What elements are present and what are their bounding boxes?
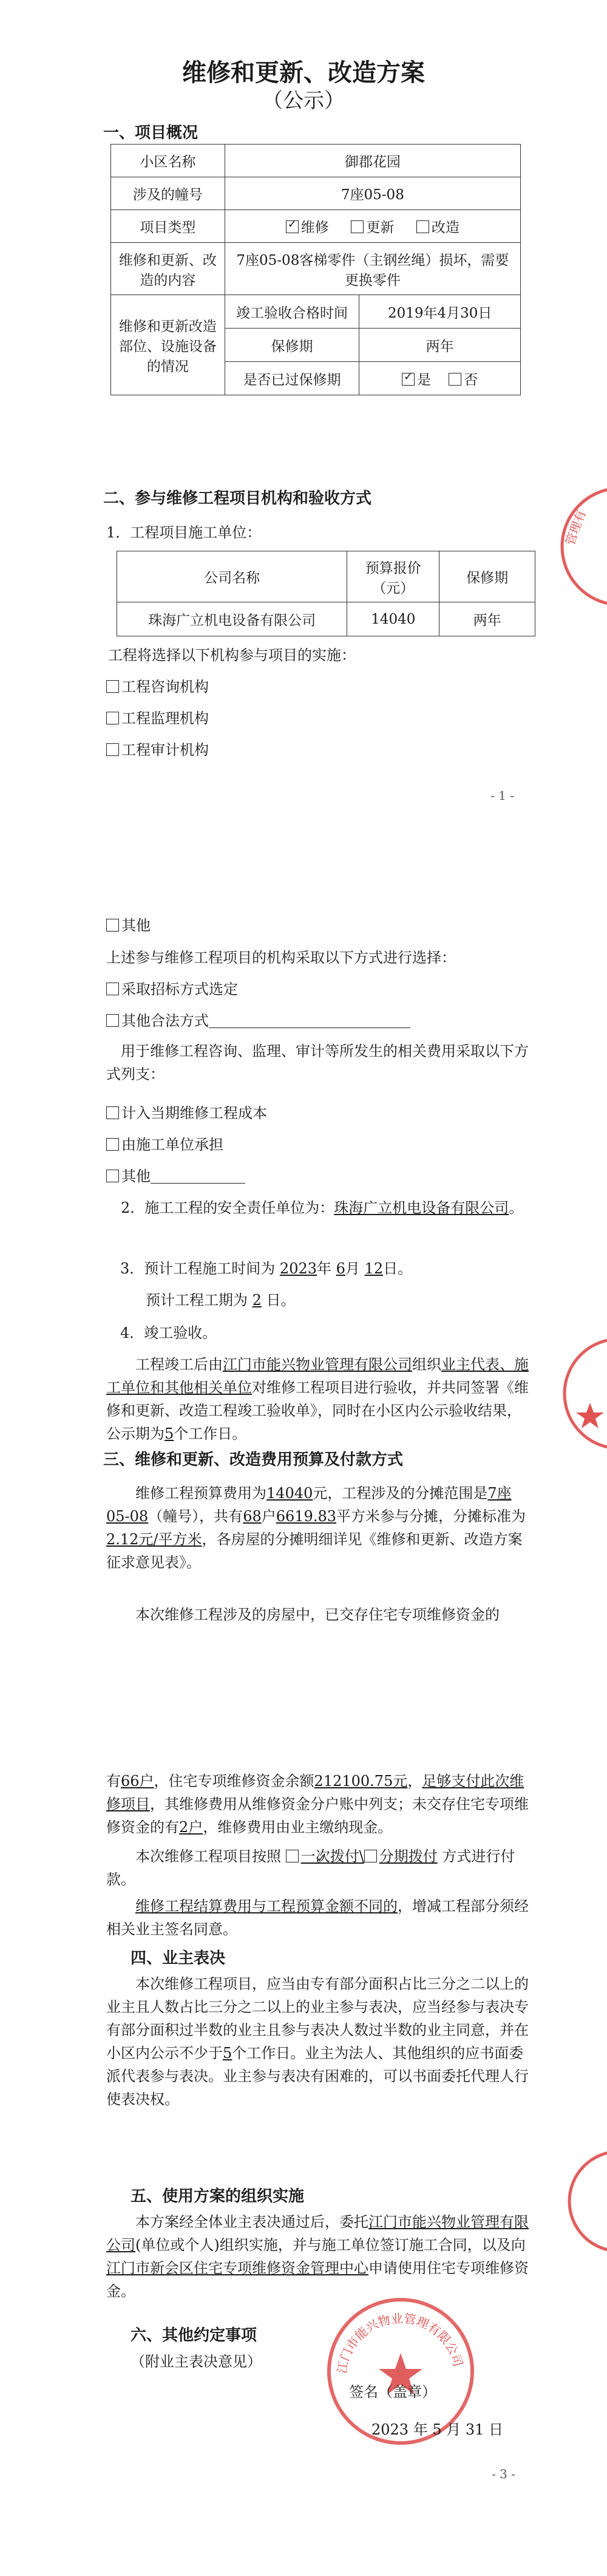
- fund-d: ，: [407, 1773, 422, 1790]
- contractor-table: [117, 551, 535, 636]
- impl-c: 申请使用住宅专项维修资金。: [106, 2260, 529, 2300]
- expired-label: 是否已过保修期: [225, 362, 359, 395]
- org-item: [106, 675, 209, 698]
- fee-item: [106, 1133, 223, 1156]
- warranty-value: 两年: [359, 329, 521, 362]
- safety-line: [106, 1196, 531, 1219]
- checkbox-icon[interactable]: [364, 1850, 377, 1862]
- period-pre: 预计工程工期为: [146, 1292, 248, 1309]
- budget-b: 元，工程涉及的分摊范围是: [313, 1485, 488, 1502]
- other-label: 其他: [121, 917, 151, 934]
- pay-a: 本次维修工程项目按照: [135, 1848, 281, 1865]
- col-company: 公司名称: [117, 551, 347, 602]
- method-other: 其他合法方式: [121, 1012, 209, 1029]
- section-6-heading: 六、其他约定事项: [131, 2326, 257, 2345]
- accept-b: 组织: [412, 1356, 441, 1373]
- org-supervision: 工程监理机构: [121, 710, 209, 727]
- pay-paragraph: [106, 1845, 531, 1891]
- expired-yes: 是: [417, 372, 432, 388]
- content-value: 7座05-08客梯零件（主钢丝绳）损坏，需要更换零件: [225, 243, 520, 295]
- page-3: [0, 1731, 607, 2576]
- expired-options: [359, 362, 521, 395]
- col-budget: 预算报价（元）: [347, 551, 439, 602]
- budget-d: 户: [261, 1508, 276, 1525]
- fund-paragraph: [106, 1770, 531, 1839]
- vote-days: 5: [223, 2045, 232, 2062]
- plan-day-unit: 日。: [383, 1260, 413, 1277]
- unit-intro: 1．工程项目施工单位：: [106, 524, 262, 541]
- checkbox-icon[interactable]: [106, 1106, 119, 1119]
- section-1-heading: 一、项目概况: [103, 124, 198, 142]
- checkbox-icon[interactable]: [106, 983, 119, 995]
- impl-org: 江门市能兴物业管理有限公司: [106, 2213, 529, 2254]
- budget-f: ，各房屋的分摊明细详见《维修和更新、改造方案征求意见表》。: [106, 1531, 523, 1571]
- pay-installments: 分期拨付: [379, 1848, 438, 1865]
- plan-year: 2023: [279, 1260, 317, 1277]
- accept-title: 4．竣工验收。: [120, 1324, 217, 1341]
- pay-options: ✓ 一次拨付\ 分期拨付: [286, 1848, 438, 1865]
- plan-day: 12: [364, 1260, 384, 1277]
- cell-warranty: 两年: [439, 602, 535, 636]
- type-options: [225, 210, 520, 243]
- content-label: 维修和更新、改造的内容: [111, 243, 225, 295]
- pay-once: 一次拨付: [300, 1848, 359, 1865]
- vote-paragraph: [106, 1972, 531, 2111]
- seal-text: 江门市能兴物业管理有限公司: [334, 2311, 466, 2375]
- fund-households: 66户: [121, 1773, 154, 1790]
- checkbox-icon[interactable]: [402, 373, 415, 386]
- settle-a: 维修工程结算费用与工程预算金额不同的: [135, 1898, 398, 1915]
- period-unit: 日。: [266, 1292, 296, 1309]
- budget-value: 14040: [266, 1485, 313, 1502]
- cell-company: 珠海广立机电设备有限公司: [117, 602, 347, 636]
- accept-parties: 业主代表、施工单位和其他相关单位: [106, 1356, 529, 1396]
- checkbox-icon[interactable]: [416, 220, 429, 233]
- budget-a: 维修工程预算费用为: [135, 1485, 266, 1502]
- col-warranty: 保修期: [439, 551, 535, 602]
- settle-paragraph: [106, 1895, 531, 1941]
- impl-b: (单位或个人)组织实施，并与施工单位签订施工合同，以及向: [135, 2237, 526, 2254]
- org-item: [106, 738, 209, 762]
- settle-b: ，增减工程部分须经相关业主签名同意。: [106, 1898, 529, 1938]
- vote-b: 个工作日。业主为法人、其他组织的应书面委派代表参与表决。业主参与表决有困难的，可以书面委托代理人行使表决权。: [106, 2045, 529, 2108]
- project-overview-table: [110, 144, 521, 395]
- safety-pre: 2．施工工程的安全责任单位为：: [121, 1199, 334, 1216]
- choose-intro: 上述参与维修工程项目的机构采取以下方式进行选择：: [106, 949, 456, 966]
- fund-unpaid: 2户: [179, 1819, 203, 1836]
- fund-e: ，其维修费用从维修资金分户账中列支；未交存住宅专项维修资金的有: [106, 1796, 529, 1836]
- method-item: [106, 1009, 410, 1032]
- checkbox-icon[interactable]: [106, 1170, 119, 1182]
- checkbox-icon[interactable]: [449, 373, 461, 386]
- other-option: [106, 914, 151, 937]
- accept-value: 2019年4月30日: [359, 295, 521, 329]
- section-6-note: （附业主表决意见）: [131, 2353, 262, 2370]
- type-opt-repair: 维修: [300, 220, 329, 236]
- seal-stamp-partial: [557, 486, 607, 607]
- section-5-heading: 五、使用方案的组织实施: [131, 2187, 305, 2206]
- area-value: 御郡花园: [225, 145, 520, 177]
- fee-item: [106, 1102, 267, 1125]
- scope-label: 维修和更新改造部位、设施设备的情况: [111, 295, 225, 395]
- fund-enough: 足够支付此次维修项目: [106, 1773, 524, 1813]
- section-3-heading: 三、维修和更新、改造费用预算及付款方式: [103, 1451, 404, 1469]
- type-opt-reform: 改造: [431, 220, 459, 236]
- page-number: - 3 -: [492, 2467, 515, 2481]
- checkbox-icon[interactable]: [286, 1850, 299, 1862]
- blank-line[interactable]: [151, 1167, 245, 1184]
- checkbox-icon[interactable]: [106, 743, 119, 756]
- seal-stamp-partial: [558, 2150, 607, 2253]
- impl-a: 本方案经全体业主表决通过后，委托: [135, 2213, 368, 2230]
- safety-unit: 珠海广立机电设备有限公司: [334, 1199, 509, 1216]
- budget-e: 平方米参与分摊，分摊标准为: [336, 1508, 526, 1525]
- document-title: 维修和更新、改造方案: [182, 58, 425, 87]
- fund-f: ，维修费用由业主缴纳现金。: [203, 1819, 393, 1836]
- accept-org: 江门市能兴物业管理有限公司: [223, 1356, 412, 1373]
- fee-item: [106, 1165, 245, 1188]
- accept-a: 工程竣工后由: [135, 1356, 223, 1373]
- checkbox-icon[interactable]: [351, 220, 364, 233]
- accept-days: 5: [164, 1425, 174, 1442]
- checkbox-icon[interactable]: [106, 712, 119, 724]
- org-audit: 工程审计机构: [121, 741, 209, 758]
- plan-month-unit: 月: [345, 1260, 360, 1277]
- budget-area: 6619.83: [276, 1508, 336, 1525]
- fund-c: ，住宅专项维修资金余额: [154, 1773, 314, 1790]
- budget-std: 2.12元/平方米: [106, 1531, 202, 1548]
- seal-partial-text: 管理有: [562, 508, 589, 548]
- checkbox-icon[interactable]: [106, 1138, 119, 1151]
- select-intro: 工程将选择以下机构参与项目的实施：: [108, 647, 356, 664]
- accept-label: 竣工验收合格时间: [225, 295, 359, 329]
- accept-paragraph: [106, 1353, 531, 1445]
- impl-center: 江门市新会区住宅专项维修资金管理中心: [106, 2260, 368, 2277]
- checkbox-icon[interactable]: [286, 220, 299, 233]
- checkbox-icon[interactable]: [106, 1014, 119, 1027]
- plan-line: [120, 1257, 412, 1280]
- vote-a: 本次维修工程项目，应当由专有部分面积占比三分之二以上的业主且人数占比三分之二以上的业主参与表决，应当经参与表决专有部分面积过半数的业主且参与表决人数过半数的业主同意，并在小区内公示不少于: [106, 1975, 529, 2062]
- org-consult: 工程咨询机构: [121, 678, 209, 695]
- org-item: [106, 707, 209, 730]
- method-bid: 采取招标方式选定: [121, 981, 238, 998]
- seal-stamp-partial: [552, 1336, 607, 1451]
- budget-c: （幢号），共有: [148, 1508, 243, 1525]
- fee-opt-other: 其他: [121, 1168, 151, 1185]
- budget-households: 68: [243, 1508, 262, 1525]
- expired-no: 否: [464, 372, 478, 388]
- type-label: 项目类型: [111, 210, 225, 243]
- fee-opt-cost: 计入当期维修工程成本: [121, 1105, 267, 1122]
- sign-date: 2023 年 5 月 31 日: [371, 2421, 504, 2438]
- checkbox-icon[interactable]: [106, 919, 119, 932]
- fund-paragraph-start: 本次维修工程涉及的房屋中，已交存住宅专项维修资金的: [135, 1606, 500, 1623]
- fund-balance: 212100.75元: [314, 1773, 408, 1790]
- cell-budget: 14040: [347, 602, 439, 636]
- period-value: 2: [252, 1292, 262, 1309]
- plan-pre: 3．预计工程施工时间为: [120, 1260, 276, 1277]
- checkbox-icon[interactable]: [106, 680, 119, 693]
- fund-b: 有: [106, 1773, 121, 1790]
- impl-paragraph: [106, 2210, 531, 2303]
- method-item: [106, 978, 238, 1001]
- signature-label: 签名（盖章）: [349, 2383, 436, 2401]
- pay-b: 方式进行付款。: [106, 1848, 515, 1888]
- section-2-heading: 二、参与维修工程项目机构和验收方式: [103, 489, 372, 508]
- safety-post: 。: [509, 1199, 524, 1216]
- budget-paragraph: [106, 1482, 531, 1574]
- type-opt-update: 更新: [366, 220, 395, 236]
- building-value: 7座05-08: [225, 177, 520, 210]
- budget-scope: 7座05-08: [106, 1485, 512, 1525]
- period-line: [146, 1289, 296, 1312]
- building-label: 涉及的幢号: [111, 177, 225, 210]
- section-4-heading: 四、业主表决: [131, 1949, 226, 1968]
- area-label: 小区名称: [111, 145, 225, 177]
- accept-c: 对维修工程项目进行验收，并共同签署《维修和更新、改造工程竣工验收单》，同时在小区内公示验收结果，公示期为: [106, 1379, 529, 1442]
- document-subtitle: （公示）: [262, 89, 345, 113]
- page-number: - 1 -: [490, 788, 514, 803]
- warranty-label: 保修期: [225, 329, 359, 362]
- accept-d: 个工作日。: [174, 1425, 247, 1442]
- blank-line[interactable]: [209, 1012, 410, 1028]
- fee-opt-contractor: 由施工单位承担: [121, 1136, 223, 1153]
- fee-intro: 用于维修工程咨询、监理、审计等所发生的相关费用采取以下方式列支：: [106, 1043, 529, 1083]
- plan-year-unit: 年: [317, 1260, 331, 1277]
- plan-month: 6: [336, 1260, 345, 1277]
